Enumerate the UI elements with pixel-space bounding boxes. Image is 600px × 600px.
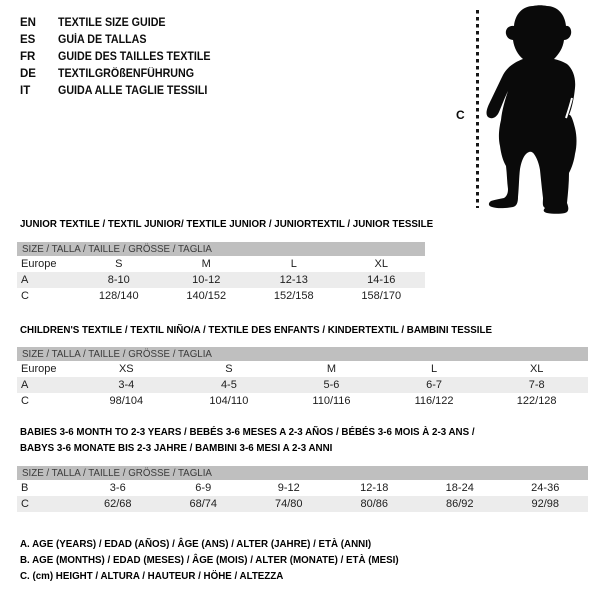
language-code: DE	[20, 68, 36, 80]
size-header-text: SIZE / TALLA / TAILLE / GRÖSSE / TAGLIA	[22, 467, 212, 479]
row-label: A	[21, 274, 29, 286]
language-row	[20, 32, 222, 49]
language-name: GUIDA ALLE TAGLIE TESSILI	[58, 85, 208, 97]
footnote-b-text: B. AGE (MONTHS) / EDAD (MESES) / ÂGE (MOIS) / ALTER (MONATE) / ETÀ (MESI)	[20, 554, 399, 566]
table-cell: 62/68	[103, 498, 132, 510]
language-row	[20, 49, 222, 66]
measure-label-c: C	[456, 108, 465, 122]
table-cell: 6-7	[426, 379, 443, 391]
language-row	[20, 83, 222, 100]
table-row	[17, 288, 425, 304]
baby-silhouette-icon	[484, 4, 597, 216]
junior-table-title-text: JUNIOR TEXTILE / TEXTIL JUNIOR/ TEXTILE JUNIOR / JUNIORTEXTIL / JUNIOR TESSILE	[20, 218, 434, 230]
table-cell: M	[326, 363, 337, 375]
height-measure-line	[476, 10, 479, 208]
row-label: C	[21, 395, 29, 407]
language-name: TEXTILE SIZE GUIDE	[58, 17, 166, 29]
table-cell: 86/92	[445, 498, 474, 510]
size-header-bar	[17, 466, 588, 480]
table-cell: 6-9	[195, 482, 212, 494]
language-name: GUIDE DES TAILLES TEXTILE	[58, 51, 211, 63]
row-label: Europe	[21, 258, 57, 270]
language-code: ES	[20, 34, 36, 46]
row-label: C	[21, 498, 29, 510]
table-cell: L	[290, 258, 297, 270]
table-cell: 152/158	[273, 290, 314, 302]
table-cell: 7-8	[528, 379, 545, 391]
babies-table-title-line2: BABYS 3-6 MONATE BIS 2-3 JAHRE / BAMBINI 3-6 MESI A 2-3 ANNI	[20, 442, 333, 454]
table-cell: 12-18	[360, 482, 389, 494]
junior-table-body	[17, 256, 425, 304]
size-header-bar	[17, 347, 588, 361]
table-cell: XL	[374, 258, 388, 270]
footnote-b	[20, 554, 427, 567]
table-row	[17, 256, 425, 272]
table-cell: 9-12	[277, 482, 300, 494]
table-cell: 14-16	[367, 274, 396, 286]
language-name: GUÍA DE TALLAS	[58, 34, 147, 46]
table-cell: XS	[118, 363, 134, 375]
junior-table-title	[20, 216, 464, 232]
babies-table-body	[17, 480, 588, 512]
size-header-bar	[17, 242, 425, 256]
table-cell: M	[201, 258, 211, 270]
size-header-text: SIZE / TALLA / TAILLE / GRÖSSE / TAGLIA	[22, 348, 212, 360]
footnote-c	[20, 570, 303, 583]
table-cell: 74/80	[274, 498, 303, 510]
table-row	[17, 393, 588, 409]
table-cell: L	[431, 363, 438, 375]
babies-table	[17, 466, 588, 512]
language-code: IT	[20, 85, 31, 97]
table-row	[17, 361, 588, 377]
table-cell: 4-5	[220, 379, 237, 391]
table-cell: 110/116	[312, 395, 351, 407]
table-cell: 80/86	[360, 498, 389, 510]
table-cell: 5-6	[323, 379, 340, 391]
table-cell: 116/122	[414, 395, 454, 407]
children-table-title	[20, 322, 528, 338]
language-name: TEXTILGRÖßENFÜHRUNG	[58, 68, 195, 80]
table-row	[17, 272, 425, 288]
table-cell: 104/110	[209, 395, 249, 407]
row-label: A	[21, 379, 29, 391]
table-cell: 10-12	[192, 274, 221, 286]
language-code: FR	[20, 51, 36, 63]
table-cell: S	[225, 363, 233, 375]
table-cell: 140/152	[186, 290, 227, 302]
language-row	[20, 15, 222, 32]
junior-table	[17, 242, 425, 304]
table-cell: 8-10	[107, 274, 130, 286]
babies-table-title-line1: BABIES 3-6 MONTH TO 2-3 YEARS / BEBÉS 3-6 MESES A 2-3 AÑOS / BÉBÉS 3-6 MOIS À 2-3 ANS /	[20, 426, 475, 438]
table-row	[17, 480, 588, 496]
language-list	[20, 15, 222, 100]
row-label: C	[21, 290, 29, 302]
footnote-a	[20, 538, 398, 551]
babies-table-title	[20, 424, 509, 456]
table-cell: 12-13	[279, 274, 308, 286]
table-cell: 92/98	[531, 498, 560, 510]
table-row	[17, 377, 588, 393]
table-cell: XL	[529, 363, 544, 375]
table-cell: 68/74	[189, 498, 218, 510]
row-label: Europe	[21, 363, 57, 375]
children-table	[17, 347, 588, 409]
row-label: B	[21, 482, 29, 494]
children-table-body	[17, 361, 588, 409]
footnote-c-text: C. (cm) HEIGHT / ALTURA / HAUTEUR / HÖHE / ALTEZZA	[20, 570, 284, 582]
table-cell: 3-4	[118, 379, 135, 391]
table-cell: 98/104	[109, 395, 144, 407]
children-table-title-text: CHILDREN'S TEXTILE / TEXTIL NIÑO/A / TEXTILE DES ENFANTS / KINDERTEXTIL / BAMBINI TESSILE	[20, 324, 492, 336]
table-cell: 158/170	[361, 290, 402, 302]
table-row	[17, 496, 588, 512]
language-code: EN	[20, 17, 36, 29]
table-cell: S	[115, 258, 123, 270]
footnote-a-text: A. AGE (YEARS) / EDAD (AÑOS) / ÂGE (ANS) / ALTER (JAHRE) / ETÀ (ANNI)	[20, 538, 372, 550]
table-cell: 18-24	[445, 482, 474, 494]
language-row	[20, 66, 222, 83]
table-cell: 128/140	[98, 290, 139, 302]
table-cell: 3-6	[109, 482, 126, 494]
table-cell: 24-36	[531, 482, 560, 494]
table-cell: 122/128	[516, 395, 557, 407]
size-header-text: SIZE / TALLA / TAILLE / GRÖSSE / TAGLIA	[22, 243, 212, 255]
